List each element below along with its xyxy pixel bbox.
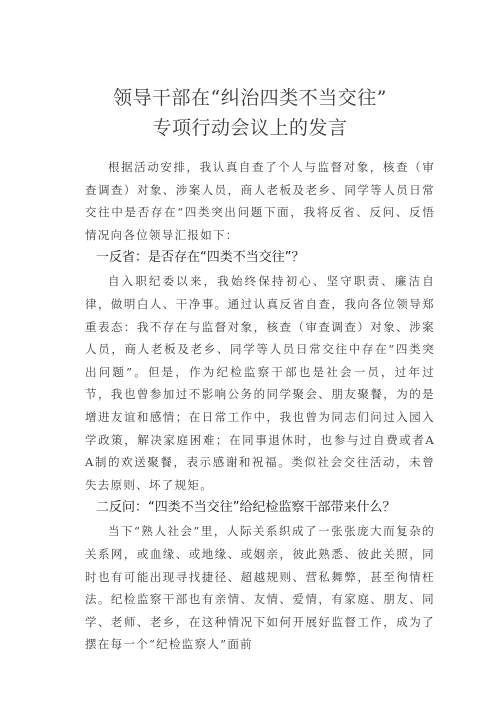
document-body [85, 156, 435, 656]
section-1-paragraph: 自入职纪委以来，我始终保持初心、坚守职责、廉洁自律，做明白人、干净事。通过认真反省自查，我向各位领导郑重表态：我不存在与监督对象，核查（审查调查）对象、涉案人员，商人老板及老乡、同学等人员日常交往中存在“四类突出问题”。但是，作为纪检监察干部也是社会一员，过年过节，我也曾参加过不影响公务的同学聚会、朋友聚餐，为的是增进友谊和感情；在日常工作中，我也曾为同志们问过入园入学政策，解决家庭困难；在同事退休时，也参与过自费或者AA制的欢送聚餐，表示感谢和祝福。类似社会交往活动，未曾失去原则、坏了规矩。 [85, 274, 435, 492]
document-title-line-1: 领导干部在“纠治四类不当交往” [113, 87, 387, 109]
section-2-paragraph: 当下“熟人社会”里，人际关系织成了一张张庞大而复杂的关系网，或血缘、或地缘、或姻亲，彼此熟悉、彼此关照，同时也有可能出现寻找捷径、超越规则、营私舞弊，甚至徇情枉法。纪检监察干部也有亲情、友情、爱情，有家庭、朋友、同学、老师、老乡，在这种情况下如何开展好监督工作，成为了摆在每一个“纪检监察人”面前 [85, 524, 435, 652]
section-2-heading: 二反问：“四类不当交往”给纪检监察干部带来什么？ [96, 500, 396, 516]
intro-paragraph: 根据活动安排，我认真自查了个人与监督对象，核查（审查调查）对象、涉案人员，商人老板及老乡、同学等人员日常交往中是否存在“四类突出问题下面，我将反省、反问、反悟情况向各位领导汇报如下： [85, 160, 435, 242]
section-1-heading: 一反省：是否存在“四类不当交往”？ [96, 250, 305, 266]
document-title-line-2: 专项行动会议上的发言 [152, 117, 348, 139]
